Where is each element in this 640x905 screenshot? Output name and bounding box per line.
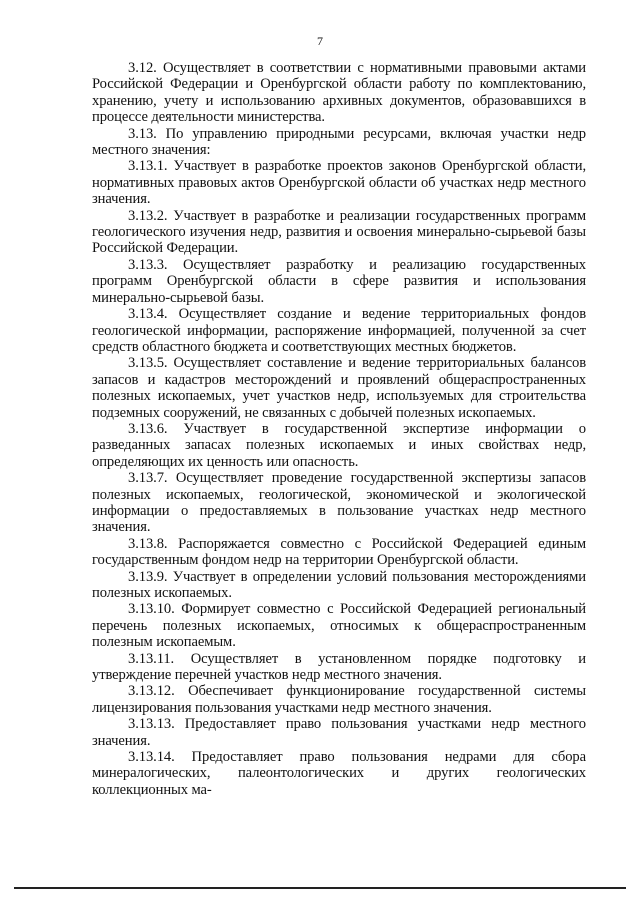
- paragraph-3-13-9: 3.13.9. Участвует в определении условий пользования месторождениями полезных ископаемых.: [92, 568, 586, 601]
- page-bottom-rule: [14, 887, 626, 889]
- paragraph-3-13-5: 3.13.5. Осуществляет составление и ведение территориальных балансов запасов и кадастров месторождений и проявлений общераспространенных полезных ископаемых, учет участков недр, используемых для строительства подземных сооружений, не связанных с добычей полезных ископаемых.: [92, 355, 586, 421]
- paragraph-3-13-7: 3.13.7. Осуществляет проведение государственной экспертизы запасов полезных ископаемых, геологической, экономической и экологической информации о предоставляемых в пользование участках недр местного значения.: [92, 470, 586, 536]
- paragraph-3-13-6: 3.13.6. Участвует в государственной экспертизе информации о разведанных запасах полезных ископаемых и иных свойствах недр, определяющих их ценность или опасность.: [92, 420, 586, 470]
- page-number: 7: [317, 34, 323, 48]
- document-body: [92, 60, 586, 798]
- paragraph-3-13-10: 3.13.10. Формирует совместно с Российской Федерацией региональный перечень полезных ископаемых, относимых к общераспространенным полезным ископаемым.: [92, 601, 586, 651]
- paragraph-3-13: 3.13. По управлению природными ресурсами, включая участки недр местного значения:: [92, 125, 586, 159]
- paragraph-3-13-14: 3.13.14. Предоставляет право пользования недрами для сбора минералогических, палеонтологических и других геологических коллекционных ма-: [92, 749, 586, 798]
- paragraph-3-13-11: 3.13.11. Осуществляет в установленном порядке подготовку и утверждение перечней участков недр местного значения.: [92, 650, 586, 684]
- paragraph-3-13-8: 3.13.8. Распоряжается совместно с Российской Федерацией единым государственным фондом недр на территории Оренбургской области.: [92, 535, 586, 569]
- paragraph-3-13-1: 3.13.1. Участвует в разработке проектов законов Оренбургской области, нормативных правовых актов Оренбургской области об участках недр местного значения.: [92, 158, 586, 208]
- paragraph-3-13-3: 3.13.3. Осуществляет разработку и реализацию государственных программ Оренбургской области в сфере развития и использования минерально-сырьевой базы.: [92, 256, 586, 306]
- paragraph-3-13-2: 3.13.2. Участвует в разработке и реализации государственных программ геологического изучения недр, развития и освоения минерально-сырьевой базы Российской Федерации.: [92, 207, 586, 257]
- paragraph-3-12: 3.12. Осуществляет в соответствии с нормативными правовыми актами Российской Федерации и Оренбургской области работу по комплектованию, хранению, учету и использованию архивных документов, образовавшихся в процессе деятельности министерства.: [92, 60, 586, 126]
- paragraph-3-13-12: 3.13.12. Обеспечивает функционирование государственной системы лицензирования пользования участками недр местного значения.: [92, 683, 586, 716]
- paragraph-3-13-4: 3.13.4. Осуществляет создание и ведение территориальных фондов геологической информации, распоряжение информацией, полученной за счет средств областного бюджета и соответствующих местных бюджетов.: [92, 306, 586, 355]
- paragraph-3-13-13: 3.13.13. Предоставляет право пользования участками недр местного значения.: [92, 716, 586, 749]
